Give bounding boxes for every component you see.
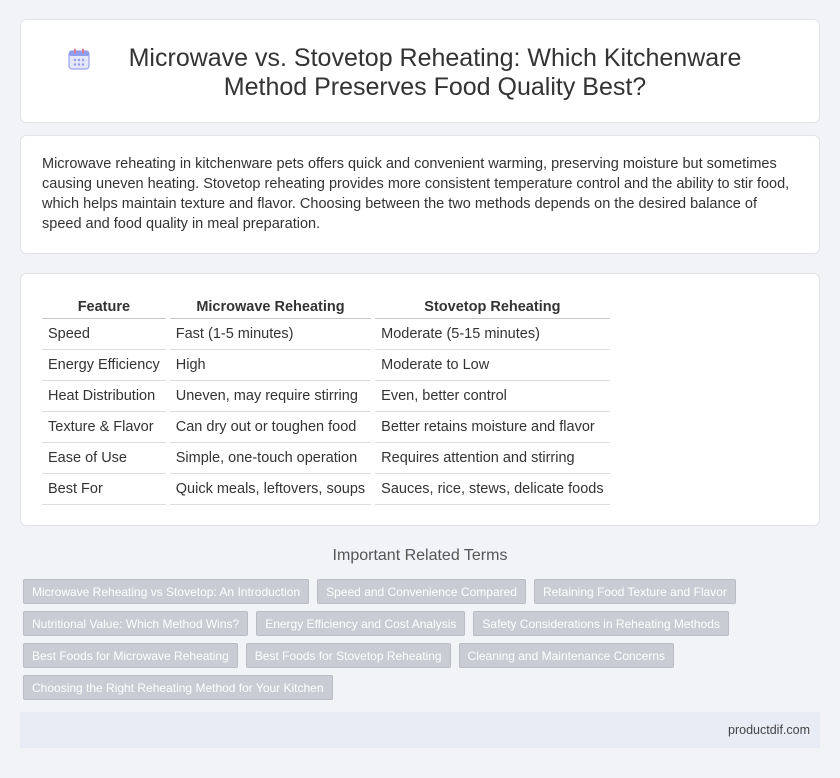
title-card — [20, 19, 820, 123]
related-term-tag[interactable]: Energy Efficiency and Cost Analysis — [256, 611, 465, 636]
related-term-tag[interactable]: Speed and Convenience Compared — [317, 579, 526, 604]
comparison-table — [42, 295, 610, 505]
table-cell: High — [168, 349, 373, 380]
related-term-tag[interactable]: Safety Considerations in Reheating Methods — [473, 611, 728, 636]
table-row — [42, 411, 610, 442]
table-row — [42, 380, 610, 411]
table-cell: Ease of Use — [42, 442, 168, 473]
related-terms-list — [23, 579, 823, 707]
table-cell: Moderate (5-15 minutes) — [373, 318, 609, 349]
table-cell: Moderate to Low — [373, 349, 609, 380]
table-cell: Texture & Flavor — [42, 411, 168, 442]
table-row — [42, 349, 610, 380]
footer-site-link[interactable]: productdif.com — [728, 723, 810, 737]
table-cell: Best For — [42, 473, 168, 504]
table-cell: Speed — [42, 318, 168, 349]
table-cell: Quick meals, leftovers, soups — [168, 473, 373, 504]
tag-row — [23, 611, 823, 636]
table-cell: Can dry out or toughen food — [168, 411, 373, 442]
related-term-tag[interactable]: Best Foods for Stovetop Reheating — [246, 643, 451, 668]
table-header-microwave: Microwave Reheating — [168, 295, 373, 318]
table-cell: Sauces, rice, stews, delicate foods — [373, 473, 609, 504]
table-header-feature: Feature — [42, 295, 168, 318]
table-cell: Simple, one-touch operation — [168, 442, 373, 473]
related-term-tag[interactable]: Nutritional Value: Which Method Wins? — [23, 611, 248, 636]
table-cell: Energy Efficiency — [42, 349, 168, 380]
related-term-tag[interactable]: Microwave Reheating vs Stovetop: An Introduction — [23, 579, 309, 604]
table-row — [42, 318, 610, 349]
table-cell: Fast (1-5 minutes) — [168, 318, 373, 349]
related-terms-heading: Important Related Terms — [332, 547, 508, 564]
table-cell: Uneven, may require stirring — [168, 380, 373, 411]
comparison-card — [20, 273, 820, 526]
footer — [20, 712, 820, 748]
table-row — [42, 442, 610, 473]
related-term-tag[interactable]: Best Foods for Microwave Reheating — [23, 643, 238, 668]
related-term-tag[interactable]: Cleaning and Maintenance Concerns — [459, 643, 674, 668]
page-title: Microwave vs. Stovetop Reheating: Which Kitchenware Method Preserves Food Quality Best? — [128, 44, 742, 101]
table-header-row — [42, 295, 610, 318]
table-header-stovetop: Stovetop Reheating — [373, 295, 609, 318]
table-row — [42, 473, 610, 504]
related-term-tag[interactable]: Choosing the Right Reheating Method for Your Kitchen — [23, 675, 333, 700]
table-cell: Even, better control — [373, 380, 609, 411]
intro-card — [20, 135, 820, 254]
tag-row — [23, 579, 823, 604]
table-cell: Requires attention and stirring — [373, 442, 609, 473]
intro-paragraph: Microwave reheating in kitchenware pets offers quick and convenient warming, preserving moisture but sometimes causing uneven heating. Stovetop reheating provides more consistent temperature control and the ability to stir food, which helps maintain texture and flavor. Choosing between the two methods depends on the desired balance of speed and food quality in meal preparation. — [42, 156, 790, 232]
related-term-tag[interactable]: Retaining Food Texture and Flavor — [534, 579, 736, 604]
tag-row — [23, 675, 823, 700]
table-cell: Better retains moisture and flavor — [373, 411, 609, 442]
tag-row — [23, 643, 823, 668]
table-cell: Heat Distribution — [42, 380, 168, 411]
